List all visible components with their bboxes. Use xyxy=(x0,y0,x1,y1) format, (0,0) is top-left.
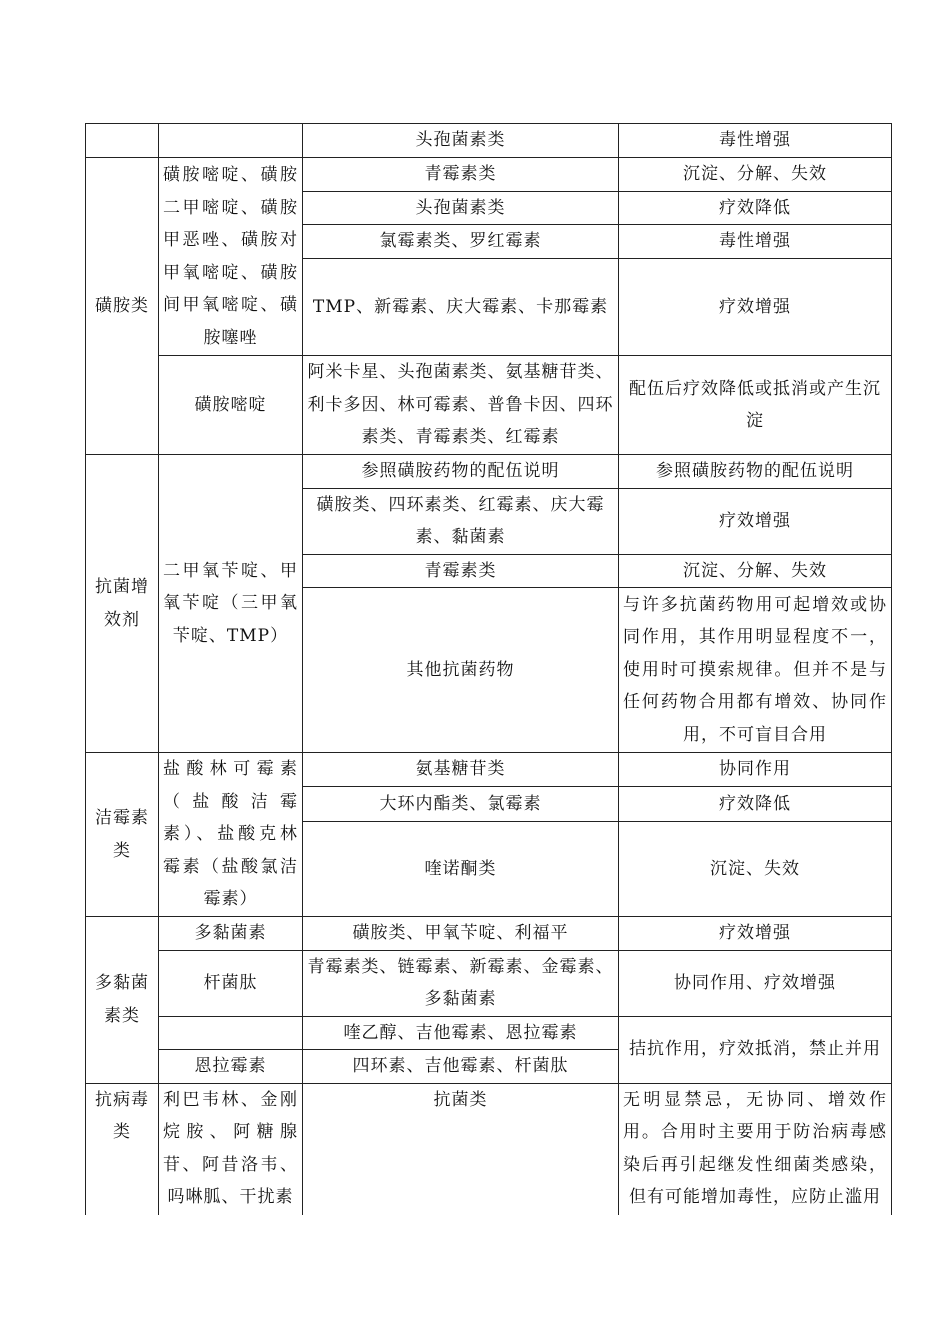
effect-cell: 疗效降低 xyxy=(619,191,892,225)
combined-drug-cell: 氯霉素类、罗红霉素 xyxy=(303,225,619,259)
combined-drug-cell: 青霉素类 xyxy=(303,554,619,588)
combined-drug-cell: 磺胺类、甲氧苄啶、利福平 xyxy=(303,917,619,951)
category-cell: 抗菌增效剂 xyxy=(86,455,159,753)
drug-cell xyxy=(159,1016,303,1050)
combined-drug-cell: 青霉素类 xyxy=(303,158,619,192)
category-cell xyxy=(86,124,159,158)
effect-cell: 沉淀、分解、失效 xyxy=(619,554,892,588)
effect-cell: 协同作用、疗效增强 xyxy=(619,950,892,1016)
drug-cell: 磺胺嘧啶 xyxy=(159,356,303,455)
effect-cell: 无明显禁忌，无协同、增效作用。合用时主要用于防治病毒感染后再引起继发性细菌类感染，但有可能增加毒性，应防止滥用 xyxy=(619,1083,892,1215)
effect-cell: 与许多抗菌药物用可起增效或协同作用，其作用明显程度不一，使用时可摸索规律。但并不是与任何药物合用都有增效、协同作用，不可盲目合用 xyxy=(619,588,892,753)
effect-cell: 沉淀、失效 xyxy=(619,822,892,917)
effect-cell: 配伍后疗效降低或抵消或产生沉淀 xyxy=(619,356,892,455)
effect-cell: 疗效增强 xyxy=(619,917,892,951)
drug-cell xyxy=(159,124,303,158)
category-cell: 多黏菌素类 xyxy=(86,917,159,1084)
effect-cell: 沉淀、分解、失效 xyxy=(619,158,892,192)
table-row xyxy=(86,950,892,1016)
effect-cell: 疗效增强 xyxy=(619,259,892,356)
drug-cell: 恩拉霉素 xyxy=(159,1050,303,1084)
table-row xyxy=(86,1016,892,1050)
combined-drug-cell: 喹诺酮类 xyxy=(303,822,619,917)
drug-cell: 多黏菌素 xyxy=(159,917,303,951)
effect-cell: 协同作用 xyxy=(619,753,892,787)
drug-cell: 磺胺嘧啶、磺胺二甲嘧啶、磺胺甲恶唑、磺胺对甲氧嘧啶、磺胺间甲氧嘧啶、磺胺噻唑 xyxy=(159,158,303,356)
effect-cell: 拮抗作用，疗效抵消，禁止并用 xyxy=(619,1016,892,1083)
category-cell: 磺胺类 xyxy=(86,158,159,455)
table-row xyxy=(86,158,892,192)
effect-cell: 疗效降低 xyxy=(619,787,892,822)
drug-cell: 二甲氧苄啶、甲氧苄啶（三甲氧苄啶、TMP） xyxy=(159,455,303,753)
combined-drug-cell: TMP、新霉素、庆大霉素、卡那霉素 xyxy=(303,259,619,356)
combined-drug-cell: 抗菌类 xyxy=(303,1083,619,1215)
combined-drug-cell: 磺胺类、四环素类、红霉素、庆大霉素、黏菌素 xyxy=(303,488,619,554)
table-row xyxy=(86,917,892,951)
combined-drug-cell: 头孢菌素类 xyxy=(303,191,619,225)
category-cell: 抗病毒类 xyxy=(86,1083,159,1215)
table-row xyxy=(86,1083,892,1215)
table-row xyxy=(86,455,892,489)
combined-drug-cell: 大环内酯类、氯霉素 xyxy=(303,787,619,822)
effect-cell: 参照磺胺药物的配伍说明 xyxy=(619,455,892,489)
combined-drug-cell: 四环素、吉他霉素、杆菌肽 xyxy=(303,1050,619,1084)
category-cell: 洁霉素类 xyxy=(86,753,159,917)
effect-cell: 毒性增强 xyxy=(619,225,892,259)
combined-drug-cell: 阿米卡星、头孢菌素类、氨基糖苷类、利卡多因、林可霉素、普鲁卡因、四环素类、青霉素类、红霉素 xyxy=(303,356,619,455)
drug-cell: 杆菌肽 xyxy=(159,950,303,1016)
combined-drug-cell: 头孢菌素类 xyxy=(303,124,619,158)
drug-cell: 盐酸林可霉素（盐酸洁霉素）、盐酸克林霉素（盐酸氯洁霉素） xyxy=(159,753,303,917)
combined-drug-cell: 参照磺胺药物的配伍说明 xyxy=(303,455,619,489)
combined-drug-cell: 氨基糖苷类 xyxy=(303,753,619,787)
effect-cell: 疗效增强 xyxy=(619,488,892,554)
effect-cell: 毒性增强 xyxy=(619,124,892,158)
drug-cell: 利巴韦林、金刚烷胺、阿糖腺苷、阿昔洛韦、吗啉胍、干扰素 xyxy=(159,1083,303,1215)
table-row xyxy=(86,356,892,455)
table-row xyxy=(86,753,892,787)
combined-drug-cell: 其他抗菌药物 xyxy=(303,588,619,753)
table-row xyxy=(86,124,892,158)
combined-drug-cell: 青霉素类、链霉素、新霉素、金霉素、多黏菌素 xyxy=(303,950,619,1016)
drug-compatibility-table xyxy=(85,123,892,1215)
combined-drug-cell: 喹乙醇、吉他霉素、恩拉霉素 xyxy=(303,1016,619,1050)
